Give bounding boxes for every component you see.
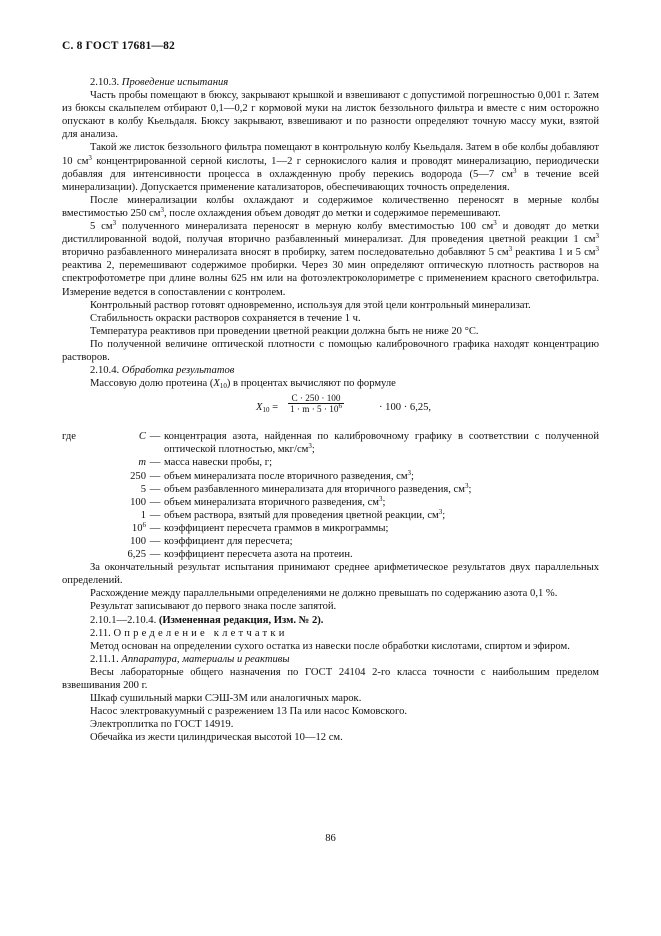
page-body (62, 40, 599, 745)
paragraph: Обечайка из жести цилиндрическая высотой 10—12 см. (90, 732, 343, 744)
paragraph: Такой же листок беззольного фильтра помещают в контрольную колбу Кьельдаля. Затем в обе колбы добавляют 10 $см^3$ концентрированной серной кислоты, 1—2 г сернокислого калия и проводят минерализацию, периодически добавляя для интенсивности процесса в охлажденную пробу перекись водорода (5—7 $см^3$ в течение всей минерализации). Допускается применение катализаторов, обеспечивающих точность определения. (62, 142, 599, 193)
legend-row: m — масса навески пробы, г; (138, 457, 273, 469)
paragraph: Насос электровакуумный с разрежением 13 Па или насос Комовского. (90, 706, 408, 718)
amendment-note: 2.10.1—2.10.4. (Измененная редакция, Изм. № 2). (90, 614, 324, 626)
formula-numerator: C · 250 · 100 (288, 393, 344, 404)
formula-lhs: $X_{10}$ = (256, 402, 279, 415)
paragraph: Часть пробы помещают в бюксу, закрывают крышкой и взвешивают с допустимой погрешностью 0,001 г. Затем из бюксы скальпелем отбирают 0,1—0,2 г кормовой муки на листок беззольного фильтра и вместе с ним осторожно опускают в колбу Кьельдаля. Бюксу закрывают, взвешивают и по разности определяют точную массу муки, взятой для анализа. (62, 90, 599, 141)
section-heading: 2.11.1. Аппаратура, материалы и реактивы (90, 653, 290, 665)
paragraph: Массовую долю протеина $(X_{10})$ в процентах вычисляют по формуле (90, 378, 396, 391)
paragraph: Результат записывают до первого знака после запятой. (90, 601, 337, 613)
protein-formula (62, 390, 599, 430)
variable-legend (62, 430, 599, 561)
paragraph: Весы лабораторные общего назначения по ГОСТ 24104 2-го класса точности с наибольшим пределом взвешивания 200 г. (62, 666, 599, 692)
paragraph: Шкаф сушильный марки СЭШ-3М или аналогичных марок. (90, 693, 362, 705)
legend-row: где C — концентрация азота, найденная по калибровочному графику в соответствии с полученной оптической плотностью, мкг/$см^3$; (62, 431, 599, 456)
paragraph: 5 $см^3$ полученного минерализата переносят в мерную колбу вместимостью 100 $см^3$ и доводят до метки дистиллированной водой, получая вторично разбавленный минерализат. Для проведения цветной реакции 1 $см^3$ вторично разбавленного минерализата вносят в пробирку, затем последовательно добавляют 5 $см^3$ реактива 1 и 5 $см^3$ реактива 2, перемешивают содержимое пробирки. Через 30 мин определяют оптическую плотность растворов на спектрофотометре при длине волны 625 нм или на фотоэлектроколориметре с применением красного светофильтра. Измерение ведется в сопоставлении с контролем. (62, 219, 599, 298)
paragraph: Стабильность окраски растворов сохраняется в течение 1 ч. (90, 312, 361, 324)
paragraph: Контрольный раствор готовят одновременно, используя для этой цели контрольный минерализат. (90, 299, 531, 311)
page-header: С. 8 ГОСТ 17681—82 (62, 40, 175, 52)
legend-row: 1 — объем раствора, взятый для проведения цветной реакции, $см^3$; (140, 507, 446, 521)
formula-denominator: $1 \cdot m \cdot 5 \cdot 10^6$ (290, 402, 342, 415)
paragraph: Метод основан на определении сухого остатка из навески после обработки кислотами, спиртом и эфиром. (90, 640, 570, 652)
legend-row: 6,25 — коэффициент пересчета азота на протеин. (127, 549, 353, 561)
paragraph: По полученной величине оптической плотности с помощью калибровочного графика находят концентрацию растворов. (62, 338, 599, 363)
paragraph: После минерализации колбы охлаждают и содержимое количественно переносят в мерные колбы вместимостью 250 $см^3$, после охлаждения объем доводят до метки и содержимое перемешивают. (62, 194, 599, 219)
paragraph: Температура реактивов при проведении цветной реакции должна быть не ниже 20 °С. (90, 325, 479, 337)
legend-row: $10^6$ — коэффициент пересчета граммов в микрограммы; (131, 520, 389, 534)
section-heading: 2.10.3. Проведение испытания (90, 77, 229, 88)
legend-row: 100 — объем минерализата вторичного разведения, $см^3$; (130, 494, 386, 508)
page-number: 86 (325, 833, 336, 844)
section-heading: 2.11. Определение клетчатки (90, 627, 288, 639)
paragraph: Электроплитка по ГОСТ 14919. (90, 719, 234, 731)
legend-row: 5 — объем разбавленного минерализата для вторичного разведения, $см^3$; (140, 481, 472, 495)
section-heading: 2.10.4. Обработка результатов (90, 365, 235, 377)
formula-fraction (288, 393, 344, 414)
legend-row: 100 — коэффициент для пересчета; (130, 536, 293, 547)
paragraph: За окончательный результат испытания принимают среднее арифметическое результатов двух параллельных определений. (62, 562, 599, 587)
legend-row: 250 — объем минерализата после вторичного разведения, $см^3$; (130, 468, 414, 482)
paragraph: Расхождение между параллельными определениями не должно превышать по содержанию азота 0,1 %. (90, 588, 558, 600)
formula-tail: · 100 · 6,25, (379, 402, 432, 414)
